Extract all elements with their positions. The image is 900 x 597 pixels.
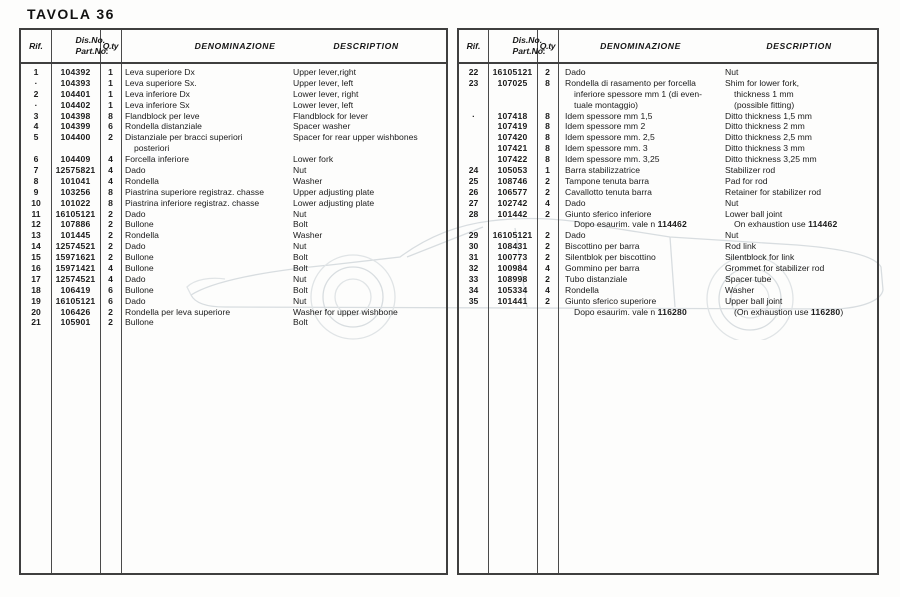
- part-number: 12574521: [55, 273, 96, 284]
- denomination-text: Bullone: [125, 317, 154, 328]
- page-title: TAVOLA 36: [27, 6, 115, 22]
- description-text: Stabilizer rod: [725, 165, 776, 176]
- part-number: 103256: [60, 186, 91, 197]
- part-number: 104409: [60, 154, 91, 165]
- table-row: [21, 252, 446, 263]
- table-row: [21, 296, 446, 307]
- description-text: thickness 1 mm: [734, 88, 794, 99]
- part-number: 16105121: [492, 230, 533, 241]
- part-number: 102742: [497, 197, 528, 208]
- quantity: 2: [545, 186, 550, 197]
- part-number: 12575821: [55, 165, 96, 176]
- part-number: 108431: [497, 241, 528, 252]
- ref-number: 15: [31, 252, 41, 263]
- table-row: [459, 100, 877, 111]
- header-part-no: Part.No.: [75, 46, 109, 56]
- parts-table-right: [457, 28, 879, 575]
- part-number: 107886: [60, 219, 91, 230]
- description-text: Silentblock for link: [725, 252, 795, 263]
- table-row: [21, 165, 446, 176]
- quantity: 2: [545, 252, 550, 263]
- part-number: 107419: [497, 121, 528, 132]
- description-text: Flandblock for lever: [293, 110, 368, 121]
- part-number: 104398: [60, 110, 91, 121]
- quantity: 8: [545, 154, 550, 165]
- ref-number: 25: [468, 175, 479, 186]
- header-qty: Q.ty: [102, 41, 119, 51]
- ref-number: 18: [31, 284, 41, 295]
- description-text: On exhaustion use 114462: [734, 219, 838, 230]
- table-row: [459, 263, 877, 274]
- part-number: 104400: [60, 132, 91, 143]
- quantity: 1: [108, 99, 113, 110]
- description-text: Retainer for stabilizer rod: [725, 186, 822, 197]
- description-text: Upper adjusting plate: [293, 186, 375, 197]
- table-row: [459, 241, 877, 252]
- table-row: [21, 198, 446, 209]
- description-text: Shim for lower fork,: [725, 77, 800, 88]
- quantity: 6: [108, 284, 113, 295]
- ref-number: 21: [31, 317, 41, 328]
- table-row: [459, 296, 877, 307]
- table-row: [459, 111, 877, 122]
- part-number: 108998: [497, 273, 528, 284]
- part-number: 101041: [60, 175, 91, 186]
- table-row: [21, 100, 446, 111]
- denomination-text: Gommino per barra: [565, 263, 640, 274]
- ref-number: 29: [468, 230, 479, 241]
- description-text: Washer: [293, 175, 323, 186]
- description-text: Nut: [725, 230, 739, 241]
- ref-number: 1: [33, 67, 39, 77]
- denomination-text: Bullone: [125, 219, 154, 230]
- quantity: 2: [108, 252, 113, 263]
- denomination-text: posteriori: [134, 143, 170, 154]
- quantity: 2: [545, 67, 550, 77]
- table-row: [459, 176, 877, 187]
- ref-number: 13: [31, 230, 41, 241]
- denomination-text: Idem spessore mm. 3: [565, 143, 648, 154]
- table-row: [21, 154, 446, 165]
- ref-number: ·: [34, 99, 38, 110]
- quantity: 2: [545, 230, 550, 241]
- ref-number: ·: [472, 110, 475, 121]
- denomination-text: Dado: [125, 273, 146, 284]
- description-text: Bolt: [293, 317, 308, 328]
- table-row: [459, 154, 877, 165]
- quantity: 2: [108, 317, 113, 328]
- table-row: [21, 111, 446, 122]
- description-text: Washer: [725, 284, 755, 295]
- table-row: [459, 132, 877, 143]
- denomination-text: Dado: [565, 230, 586, 241]
- table-row: [21, 230, 446, 241]
- table-row: [459, 252, 877, 263]
- denomination-text: Bullone: [125, 252, 154, 263]
- ref-number: 4: [33, 121, 39, 132]
- quantity: 2: [108, 241, 113, 252]
- part-number: 105334: [497, 284, 528, 295]
- part-number: 101441: [497, 295, 528, 306]
- denomination-text: Giunto sferico superiore: [565, 295, 657, 306]
- quantity: 2: [545, 208, 550, 219]
- part-number: 16105121: [492, 67, 533, 77]
- quantity: 2: [108, 208, 113, 219]
- quantity: 2: [108, 306, 113, 317]
- part-number: 107420: [497, 132, 528, 143]
- denomination-text: Cavallotto tenuta barra: [565, 186, 652, 197]
- ref-number: 27: [468, 197, 479, 208]
- ref-number: 14: [31, 241, 41, 252]
- description-text: Lower lever, left: [293, 99, 354, 110]
- denomination-text: Piastrina inferiore registraz. chasse: [125, 197, 260, 208]
- denomination-text: Leva inferiore Sx: [125, 99, 190, 110]
- quantity: 8: [545, 132, 550, 143]
- quantity: 4: [545, 284, 550, 295]
- table-row: [21, 307, 446, 318]
- denomination-text: Dopo esaurim. vale n 116280: [574, 306, 687, 317]
- description-text: Washer: [293, 230, 323, 241]
- denomination-text: Dado: [125, 241, 146, 252]
- ref-number: 6: [33, 154, 39, 165]
- header-denominazione: DENOMINAZIONE: [600, 41, 681, 51]
- table-row: [459, 285, 877, 296]
- table-row: [459, 274, 877, 285]
- denomination-text: Bullone: [125, 284, 154, 295]
- description-text: Ditto thickness 2 mm: [725, 121, 805, 132]
- description-text: Lower adjusting plate: [293, 197, 375, 208]
- quantity: 2: [108, 219, 113, 230]
- quantity: 2: [108, 132, 113, 143]
- description-text: Bolt: [293, 219, 308, 230]
- quantity: 2: [545, 295, 550, 306]
- denomination-text: Leva inferiore Dx: [125, 88, 190, 99]
- description-text: Nut: [293, 208, 307, 219]
- header-description: DESCRIPTION: [333, 41, 399, 51]
- denomination-text: Bullone: [125, 263, 154, 274]
- quantity: 8: [545, 143, 550, 154]
- description-text: (possible fitting): [734, 99, 795, 110]
- part-number: 108746: [497, 175, 528, 186]
- table-row: [459, 143, 877, 154]
- denomination-text: Distanziale per bracci superiori: [125, 132, 243, 143]
- denomination-text: Dado: [565, 197, 586, 208]
- denomination-text: Leva superiore Sx.: [125, 77, 197, 88]
- denomination-text: Rondella: [125, 230, 159, 241]
- quantity: 8: [108, 110, 113, 121]
- quantity: 2: [545, 241, 550, 252]
- part-number: 15971621: [55, 252, 96, 263]
- quantity: 1: [108, 67, 113, 77]
- ref-number: 31: [468, 252, 479, 263]
- quantity: 1: [108, 77, 113, 88]
- part-number: 107421: [497, 143, 528, 154]
- ref-number: 28: [468, 208, 479, 219]
- part-number: 16105121: [55, 295, 96, 306]
- denomination-text: Idem spessore mm. 2,5: [565, 132, 655, 143]
- description-text: Nut: [293, 273, 307, 284]
- table-row: [459, 198, 877, 209]
- description-text: Rod link: [725, 241, 757, 252]
- part-number: 105053: [497, 165, 528, 176]
- table-row: [459, 307, 877, 318]
- description-text: Upper lever, left: [293, 77, 354, 88]
- description-text: Spacer tube: [725, 273, 772, 284]
- ref-number: 12: [31, 219, 41, 230]
- description-text: Nut: [725, 197, 739, 208]
- table-body: [21, 67, 446, 328]
- parts-table-left: [19, 28, 448, 575]
- description-text: Bolt: [293, 252, 308, 263]
- denomination-text: Idem spessore mm 2: [565, 121, 646, 132]
- part-number: 106419: [60, 284, 91, 295]
- header-rif: Rif.: [466, 41, 481, 51]
- table-row: [459, 121, 877, 132]
- denomination-text: Dado: [125, 295, 146, 306]
- ref-number: 24: [468, 165, 479, 176]
- description-text: Pad for rod: [725, 175, 768, 186]
- description-text: Spacer for rear upper wishbones: [293, 132, 418, 143]
- part-number: 101022: [60, 197, 91, 208]
- part-number: 100984: [497, 263, 528, 274]
- ref-number: 5: [33, 132, 39, 143]
- header-rif: Rif.: [29, 41, 43, 51]
- denomination-text: Flandblock per leve: [125, 110, 200, 121]
- table-row: [21, 187, 446, 198]
- part-number: 15971421: [55, 263, 96, 274]
- denomination-text: Tubo distanziale: [565, 273, 628, 284]
- ref-number: 19: [31, 295, 41, 306]
- quantity: 1: [108, 88, 113, 99]
- ref-number: 9: [33, 186, 39, 197]
- table-header: [459, 30, 877, 64]
- description-text: Bolt: [293, 284, 308, 295]
- description-text: Bolt: [293, 263, 308, 274]
- ref-number: 2: [33, 88, 39, 99]
- description-text: Spacer washer: [293, 121, 351, 132]
- part-number: 101442: [497, 208, 528, 219]
- description-text: Lower fork: [293, 154, 334, 165]
- table-row: [459, 78, 877, 89]
- description-text: Lower ball joint: [725, 208, 783, 219]
- table-row: [459, 187, 877, 198]
- table-row: [459, 67, 877, 78]
- quantity: 8: [545, 110, 550, 121]
- denomination-text: Barra stabilizzatrice: [565, 165, 640, 176]
- table-body: [459, 67, 877, 317]
- table-row: [459, 165, 877, 176]
- description-text: Ditto thickness 2,5 mm: [725, 132, 812, 143]
- quantity: 8: [545, 77, 550, 88]
- quantity: 4: [108, 273, 113, 284]
- denomination-text: Piastrina superiore registraz. chasse: [125, 186, 264, 197]
- header-part-number: [488, 35, 546, 56]
- quantity: 4: [108, 263, 113, 274]
- part-number: 100773: [497, 252, 528, 263]
- quantity: 4: [545, 197, 550, 208]
- table-row: [21, 78, 446, 89]
- part-number: 107422: [497, 154, 528, 165]
- description-text: Upper lever,right: [293, 67, 357, 77]
- ref-number: 34: [468, 284, 479, 295]
- table-row: [459, 230, 877, 241]
- ref-number: ·: [34, 77, 38, 88]
- description-text: Ditto thickness 1,5 mm: [725, 110, 812, 121]
- ref-number: 30: [468, 241, 479, 252]
- description-text: Ditto thickness 3 mm: [725, 143, 805, 154]
- description-text: Upper ball joint: [725, 295, 783, 306]
- denomination-text: Tampone tenuta barra: [565, 175, 650, 186]
- ref-number: 33: [468, 273, 479, 284]
- header-denominazione: DENOMINAZIONE: [194, 41, 276, 51]
- table-row: [21, 285, 446, 296]
- ref-number: 23: [468, 77, 479, 88]
- quantity: 6: [108, 295, 113, 306]
- quantity: 8: [545, 121, 550, 132]
- table-row: [21, 274, 446, 285]
- header-qty: Q.ty: [539, 41, 556, 51]
- part-number: 104392: [60, 67, 91, 77]
- quantity: 1: [545, 165, 550, 176]
- description-text: Nut: [725, 67, 739, 77]
- quantity: 2: [545, 175, 550, 186]
- ref-number: 11: [31, 208, 41, 219]
- ref-number: 16: [31, 263, 41, 274]
- part-number: 104402: [60, 99, 91, 110]
- denomination-text: Dado: [125, 208, 146, 219]
- part-number: 12574521: [55, 241, 96, 252]
- ref-number: 22: [468, 67, 479, 77]
- table-row: [21, 209, 446, 220]
- part-number: 101445: [60, 230, 91, 241]
- table-header: [21, 30, 446, 64]
- quantity: 4: [108, 165, 113, 176]
- table-row: [21, 143, 446, 154]
- description-text: Nut: [293, 165, 307, 176]
- part-number: 104393: [60, 77, 91, 88]
- part-number: 106577: [497, 186, 528, 197]
- denomination-text: Giunto sferico inferiore: [565, 208, 652, 219]
- part-number: 107025: [497, 77, 528, 88]
- description-text: Nut: [293, 295, 307, 306]
- table-row: [21, 67, 446, 78]
- table-row: [21, 317, 446, 328]
- ref-number: 35: [468, 295, 479, 306]
- header-dis-no: Dis.No.: [75, 35, 106, 45]
- ref-number: 7: [33, 165, 39, 176]
- part-number: 16105121: [55, 208, 96, 219]
- header-part-no: Part.No.: [512, 46, 546, 56]
- denomination-text: Leva superiore Dx: [125, 67, 195, 77]
- ref-number: 20: [31, 306, 41, 317]
- table-row: [21, 132, 446, 143]
- quantity: 8: [108, 197, 113, 208]
- quantity: 6: [108, 121, 113, 132]
- denomination-text: Biscottino per barra: [565, 241, 640, 252]
- ref-number: 10: [31, 197, 41, 208]
- header-dis-no: Dis.No.: [512, 35, 543, 45]
- part-number: 105901: [60, 317, 91, 328]
- denomination-text: tuale montaggio): [574, 99, 639, 110]
- part-number: 104399: [60, 121, 91, 132]
- description-text: Washer for upper wishbone: [293, 306, 398, 317]
- table-row: [459, 209, 877, 220]
- part-number: 104401: [60, 88, 91, 99]
- part-number: 106426: [60, 306, 91, 317]
- ref-number: 32: [468, 263, 479, 274]
- description-text: Lower lever, right: [293, 88, 359, 99]
- table-row: [21, 121, 446, 132]
- table-row: [21, 219, 446, 230]
- denomination-text: Forcella inferiore: [125, 154, 189, 165]
- denomination-text: inferiore spessore mm 1 (di even-: [574, 88, 702, 99]
- quantity: 4: [108, 175, 113, 186]
- description-text: (On exhaustion use 116280): [734, 306, 844, 317]
- denomination-text: Idem spessore mm 1,5: [565, 110, 653, 121]
- quantity: 8: [108, 186, 113, 197]
- table-row: [21, 241, 446, 252]
- denomination-text: Dado: [125, 165, 146, 176]
- denomination-text: Rondella di rasamento per forcella: [565, 77, 696, 88]
- ref-number: 8: [33, 175, 39, 186]
- table-row: [459, 219, 877, 230]
- table-row: [21, 89, 446, 100]
- quantity: 4: [108, 154, 113, 165]
- ref-number: 3: [33, 110, 39, 121]
- quantity: 2: [108, 230, 113, 241]
- header-description: DESCRIPTION: [766, 41, 832, 51]
- denomination-text: Silentblok per biscottino: [565, 252, 656, 263]
- quantity: 4: [545, 263, 550, 274]
- table-row: [21, 263, 446, 274]
- table-row: [459, 89, 877, 100]
- table-row: [21, 176, 446, 187]
- description-text: Ditto thickness 3,25 mm: [725, 154, 817, 165]
- quantity: 2: [545, 273, 550, 284]
- description-text: Grommet for stabilizer rod: [725, 263, 825, 274]
- ref-number: 17: [31, 273, 41, 284]
- denomination-text: Rondella per leva superiore: [125, 306, 231, 317]
- header-part-number: [51, 35, 109, 56]
- denomination-text: Rondella: [125, 175, 159, 186]
- denomination-text: Rondella distanziale: [125, 121, 202, 132]
- ref-number: 26: [468, 186, 479, 197]
- part-number: 107418: [497, 110, 528, 121]
- denomination-text: Rondella: [565, 284, 599, 295]
- denomination-text: Dopo esaurim. vale n 114462: [574, 219, 687, 230]
- denomination-text: Idem spessore mm. 3,25: [565, 154, 660, 165]
- denomination-text: Dado: [565, 67, 586, 77]
- description-text: Nut: [293, 241, 307, 252]
